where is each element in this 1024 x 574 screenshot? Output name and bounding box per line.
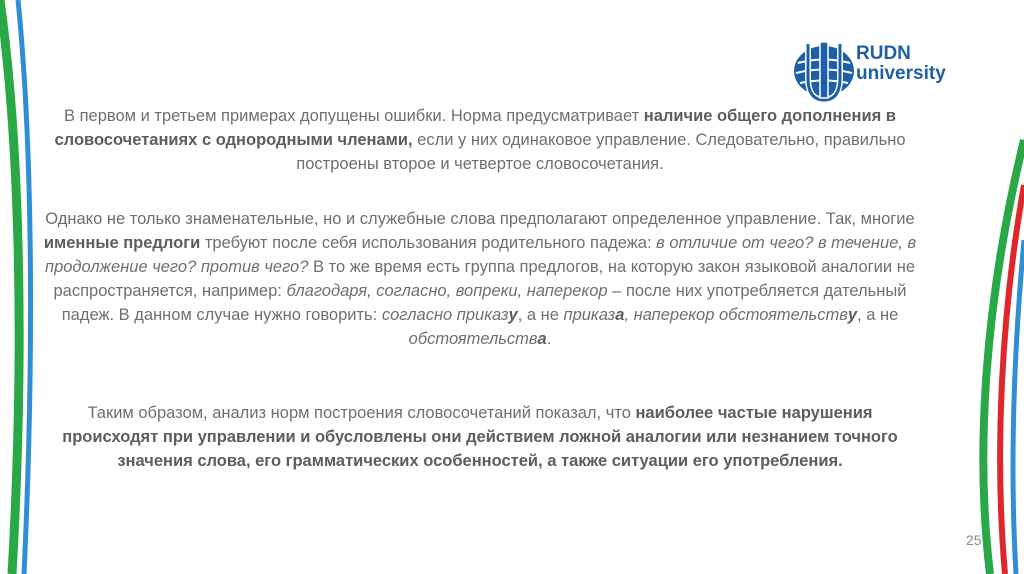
p2-text-n: . [546,330,552,348]
p2-ending-m2: а [537,330,547,348]
p2-italic-examples-1: в отличие от чего? в течение, в продолжение чего? против чего? [45,234,917,276]
paragraph-3 [40,401,920,473]
p2-text-l: , а не [857,306,899,324]
p2-italic-examples-2: благодаря, согласно, вопреки, наперекор [286,282,608,300]
logo-line-1: RUDN [856,43,911,64]
p2-ending-h2: у [508,306,518,324]
p2-italic-h1: согласно приказ [381,306,509,324]
p2-text-g: – после них употребляется дательный падеж. В данном случае нужно говорить: [61,282,907,324]
p2-ending-j2: а [615,306,625,324]
paragraph-1 [40,104,920,176]
p2-text-c: требуют после себя использования родительного падежа: [200,234,657,252]
p2-italic-j1: приказ [563,306,616,324]
p1-bold: наличие общего дополнения в словосочетаниях с однородными членами, [54,107,896,149]
p2-italic-m1: обстоятельств [408,330,538,348]
logo-wordmark [856,44,946,84]
p2-text-i: , а не [517,306,564,324]
p1-text-c: если у них одинаковое управление. Следовательно, правильно построены второе и четвертое словосочетания. [296,131,906,173]
left-green-stripe [0,0,19,574]
p2-ending-k2: у [847,306,858,324]
p3-text-a: Таким образом, анализ норм построения словосочетаний показал, что [87,404,636,422]
p2-text-e: В то же время есть группа предлогов, на которую закон языковой аналогии не распространяется, например: [53,258,915,300]
paragraph-2 [40,207,920,351]
right-blue-stripe [1013,240,1024,574]
p2-italic-k1: , наперекор обстоятельств [624,306,848,324]
p2-text-a: Однако не только знаменательные, но и служебные слова предполагают определенное управление. Так, многие [45,210,915,228]
p1-text-a: В первом и третьем примерах допущены ошибки. Норма предусматривает [64,107,644,125]
p2-bold-prepositions: именные предлоги [43,234,201,252]
p3-bold-conclusion: наиболее частые нарушения происходят при управлении и обусловлены они действием ложной аналогии или незнанием точного значения слова, его грамматических особенностей, а также ситуации его употребления. [62,404,898,470]
page-number: 25 [966,532,982,548]
logo-line-2: university [856,63,946,84]
